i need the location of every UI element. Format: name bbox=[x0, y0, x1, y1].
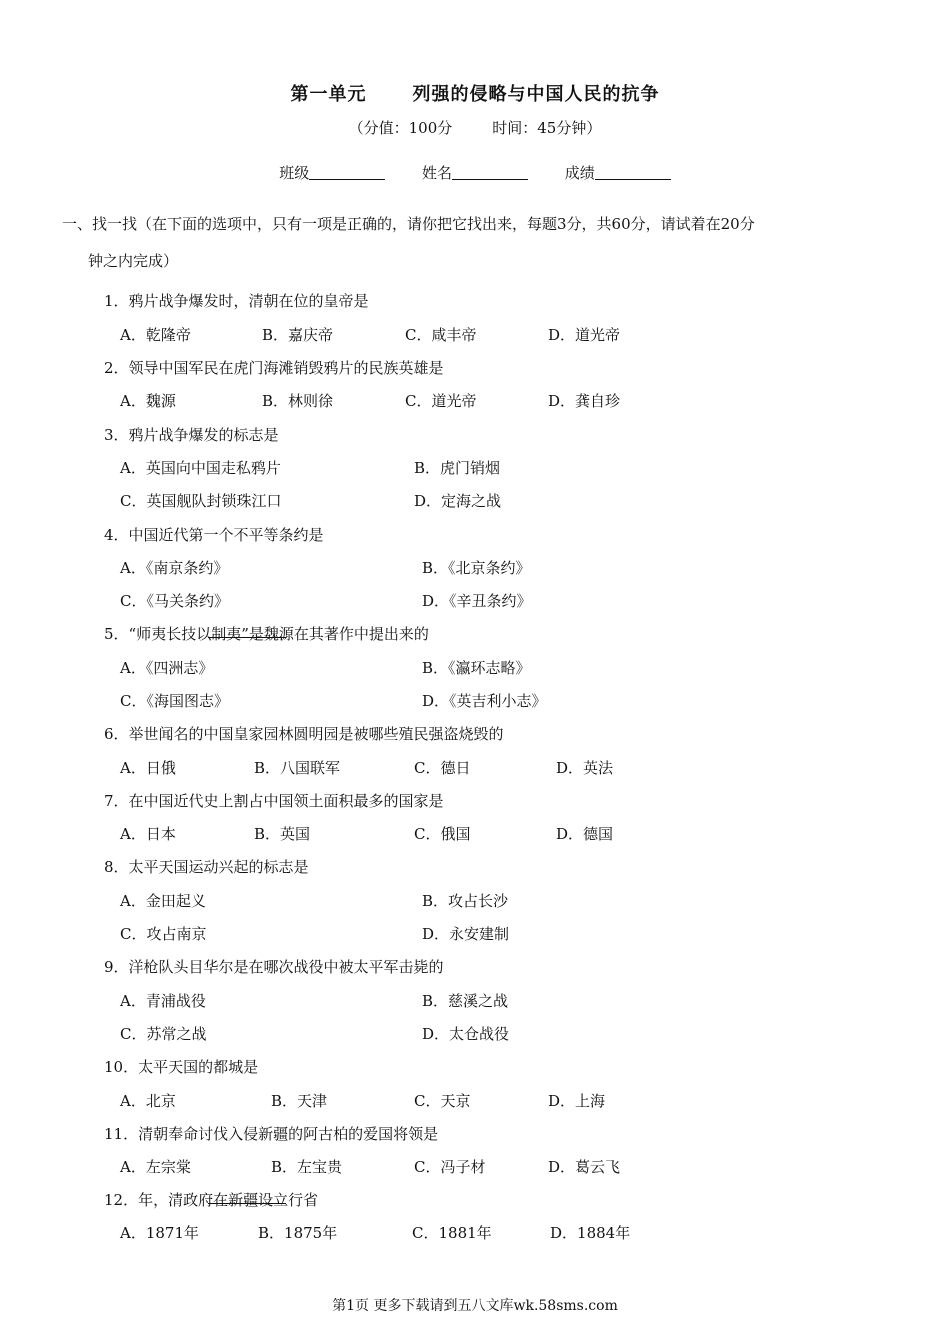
option-d[interactable]: D．《辛丑条约》 bbox=[422, 592, 532, 610]
option-b[interactable]: B．左宝贵 bbox=[271, 1158, 343, 1176]
option-c[interactable]: C．《海国图志》 bbox=[120, 692, 229, 710]
grade-field[interactable] bbox=[565, 162, 671, 183]
option-b[interactable]: B．虎门销烟 bbox=[414, 459, 501, 477]
section-instructions bbox=[62, 206, 872, 280]
section-line-2: 钟之内完成） bbox=[88, 252, 179, 270]
option-b[interactable]: B．1875年 bbox=[258, 1224, 338, 1242]
grade-blank[interactable] bbox=[595, 165, 671, 180]
option-b[interactable]: B．林则徐 bbox=[262, 392, 334, 410]
question-stem: 8．太平天国运动兴起的标志是 bbox=[104, 858, 309, 876]
section-line-1: 一、找一找（在下面的选项中，只有一项是正确的，请你把它找出来，每题3分，共60分，请试着在20分 bbox=[62, 215, 755, 233]
stem-part: 12． bbox=[104, 1191, 139, 1209]
option-d[interactable]: D．龚自珍 bbox=[548, 392, 621, 410]
option-b[interactable]: B．攻占长沙 bbox=[422, 892, 509, 910]
answer-blank[interactable] bbox=[208, 623, 286, 638]
question-stem: 11．清朝奉命讨伐入侵新疆的阿古柏的爱国将领是 bbox=[104, 1125, 439, 1143]
time-text: 时间：45分钟） bbox=[492, 119, 602, 137]
option-a[interactable]: A．北京 bbox=[120, 1092, 176, 1110]
question-stem: 3．鸦片战争爆发的标志是 bbox=[104, 426, 279, 444]
stem-part: 中提出来的 bbox=[353, 625, 429, 643]
option-b[interactable]: B．《北京条约》 bbox=[422, 559, 531, 577]
class-blank[interactable] bbox=[309, 165, 385, 180]
option-a[interactable]: A．《四洲志》 bbox=[120, 659, 214, 677]
exam-meta bbox=[0, 117, 950, 138]
score-text: （分值：100分 bbox=[348, 119, 453, 137]
option-d[interactable]: D．英法 bbox=[556, 759, 614, 777]
option-a[interactable]: A．《南京条约》 bbox=[120, 559, 229, 577]
option-c[interactable]: C．《马关条约》 bbox=[120, 592, 229, 610]
option-a[interactable]: A．金田起义 bbox=[120, 892, 206, 910]
option-d[interactable]: D．1884年 bbox=[550, 1224, 631, 1242]
option-d[interactable]: D．定海之战 bbox=[414, 492, 502, 510]
option-c[interactable]: C．俄国 bbox=[414, 825, 471, 843]
class-field[interactable] bbox=[279, 162, 385, 183]
option-c[interactable]: C．苏常之战 bbox=[120, 1025, 207, 1043]
unit-label: 第一单元 bbox=[290, 84, 367, 105]
option-c[interactable]: C．咸丰帝 bbox=[405, 326, 477, 344]
option-c[interactable]: C．道光帝 bbox=[405, 392, 477, 410]
option-a[interactable]: A．英国向中国走私鸦片 bbox=[120, 459, 281, 477]
answer-blank[interactable] bbox=[208, 1189, 286, 1204]
option-c[interactable]: C．英国舰队封锁珠江口 bbox=[120, 492, 282, 510]
option-b[interactable]: B．嘉庆帝 bbox=[262, 326, 334, 344]
stem-part: 年，清政府在新疆设立行省 bbox=[138, 1191, 319, 1209]
stem-part: 5．“师夷长技以制夷”是魏源在其著作 bbox=[104, 625, 354, 643]
option-a[interactable]: A．乾隆帝 bbox=[120, 326, 191, 344]
class-label: 班级 bbox=[279, 164, 310, 182]
question-stem bbox=[104, 623, 429, 644]
option-a[interactable]: A．魏源 bbox=[120, 392, 176, 410]
option-d[interactable]: D．德国 bbox=[556, 825, 614, 843]
option-a[interactable]: A．1871年 bbox=[120, 1224, 200, 1242]
option-b[interactable]: B．慈溪之战 bbox=[422, 992, 509, 1010]
name-field[interactable] bbox=[422, 162, 528, 183]
unit-title: 列强的侵略与中国人民的抗争 bbox=[412, 84, 660, 105]
student-info-row bbox=[0, 162, 950, 183]
option-b[interactable]: B．英国 bbox=[254, 825, 311, 843]
option-d[interactable]: D．《英吉利小志》 bbox=[422, 692, 547, 710]
option-d[interactable]: D．葛云飞 bbox=[548, 1158, 621, 1176]
option-d[interactable]: D．道光帝 bbox=[548, 326, 621, 344]
name-label: 姓名 bbox=[421, 164, 452, 182]
question-stem: 6．举世闻名的中国皇家园林圆明园是被哪些殖民强盗烧毁的 bbox=[104, 725, 504, 743]
option-d[interactable]: D．永安建制 bbox=[422, 925, 510, 943]
question-stem: 4．中国近代第一个不平等条约是 bbox=[104, 526, 324, 544]
page-title bbox=[0, 80, 950, 106]
option-a[interactable]: A．左宗棠 bbox=[120, 1158, 191, 1176]
option-d[interactable]: D．上海 bbox=[548, 1092, 606, 1110]
option-b[interactable]: B．《瀛环志略》 bbox=[422, 659, 531, 677]
grade-label: 成绩 bbox=[564, 164, 595, 182]
question-stem bbox=[104, 1189, 318, 1210]
name-blank[interactable] bbox=[452, 165, 528, 180]
option-d[interactable]: D．太仓战役 bbox=[422, 1025, 510, 1043]
page-footer: 第1页 更多下载请到五八文库wk.58sms.com bbox=[332, 1298, 618, 1314]
option-c[interactable]: C．冯子材 bbox=[414, 1158, 486, 1176]
option-c[interactable]: C．天京 bbox=[414, 1092, 471, 1110]
question-stem: 7．在中国近代史上割占中国领土面积最多的国家是 bbox=[104, 792, 444, 810]
option-c[interactable]: C．攻占南京 bbox=[120, 925, 207, 943]
option-c[interactable]: C．德日 bbox=[414, 759, 471, 777]
option-b[interactable]: B．八国联军 bbox=[254, 759, 341, 777]
option-a[interactable]: A．日本 bbox=[120, 825, 176, 843]
question-stem: 10．太平天国的都城是 bbox=[104, 1058, 259, 1076]
question-stem: 9．洋枪队头目华尔是在哪次战役中被太平军击毙的 bbox=[104, 958, 444, 976]
question-stem: 2．领导中国军民在虎门海滩销毁鸦片的民族英雄是 bbox=[104, 359, 444, 377]
option-a[interactable]: A．青浦战役 bbox=[120, 992, 206, 1010]
option-a[interactable]: A．日俄 bbox=[120, 759, 176, 777]
option-b[interactable]: B．天津 bbox=[271, 1092, 328, 1110]
option-c[interactable]: C．1881年 bbox=[412, 1224, 492, 1242]
question-stem: 1．鸦片战争爆发时，清朝在位的皇帝是 bbox=[104, 292, 369, 310]
